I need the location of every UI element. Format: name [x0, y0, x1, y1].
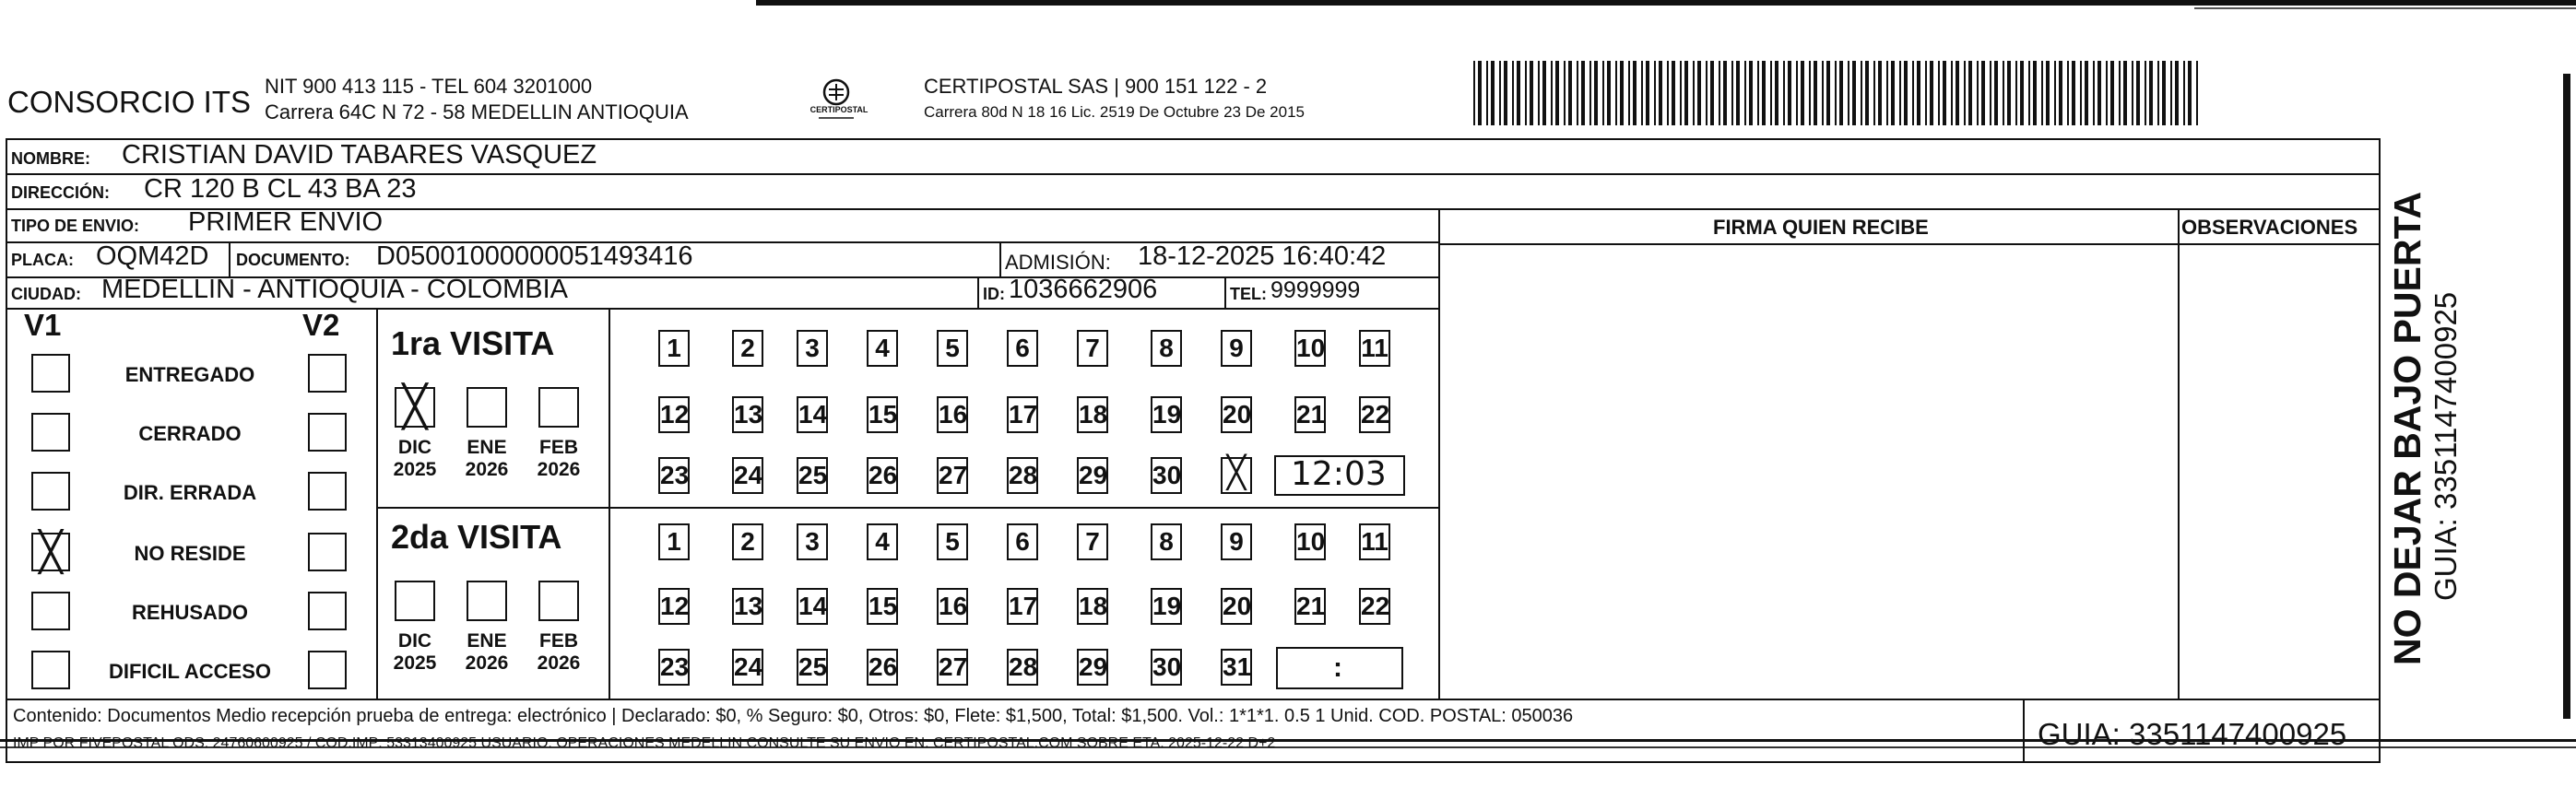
barcode-bar [1646, 61, 1649, 125]
col-line [2023, 700, 2025, 761]
day-box[interactable]: 20 [1221, 588, 1252, 625]
barcode-bar [2046, 61, 2050, 125]
admision-value: 18-12-2025 16:40:42 [1138, 241, 1387, 271]
barcode-bar [2072, 61, 2075, 125]
barcode-bar [1710, 61, 1714, 125]
barcode-bar [1607, 61, 1611, 125]
barcode-bar [1551, 61, 1553, 125]
tipo-envio-value: PRIMER ENVIO [188, 207, 384, 237]
month-label: ENE 2026 [465, 630, 509, 674]
side-warning: NO DEJAR BAJO PUERTA [2386, 191, 2428, 665]
barcode-bar [1873, 61, 1875, 125]
day-box[interactable]: 7 [1077, 330, 1108, 367]
day-box[interactable]: 27 [937, 457, 968, 494]
barcode-bar [1749, 61, 1753, 125]
barcode-bar [1594, 61, 1598, 125]
v2-header: V2 [302, 308, 340, 342]
day-box[interactable]: 2 [732, 330, 763, 367]
barcode-bar [1615, 61, 1617, 125]
row-line [376, 507, 1438, 509]
admision-label: ADMISIÓN: [1005, 251, 1111, 274]
direccion-value: CR 120 B CL 43 BA 23 [144, 174, 417, 204]
logo-caption: CERTIPOSTAL [809, 105, 869, 114]
day-box[interactable]: 22 [1359, 396, 1390, 433]
day-box[interactable]: 26 [867, 649, 898, 686]
month-checkbox[interactable] [538, 581, 579, 621]
id-label: ID: [983, 285, 1005, 303]
status-v2-checkbox[interactable] [308, 533, 347, 571]
day-box[interactable]: 14 [797, 396, 828, 433]
day-box[interactable]: 13 [732, 588, 763, 625]
carrier-address: Carrera 80d N 18 16 Lic. 2519 De Octubre 23 De 2015 [924, 103, 1305, 121]
month-checkbox[interactable] [467, 387, 507, 428]
day-box[interactable]: 9 [1221, 523, 1252, 560]
ciudad-value: MEDELLIN - ANTIOQUIA - COLOMBIA [101, 275, 568, 304]
day-box[interactable]: 30 [1151, 457, 1182, 494]
barcode-bar [1499, 61, 1501, 125]
barcode-bar [1762, 61, 1766, 125]
barcode-bar [1654, 61, 1656, 125]
barcode-bar [1680, 61, 1682, 125]
day-box[interactable]: 17 [1007, 588, 1038, 625]
barcode-bar [2059, 61, 2062, 125]
col-line [2178, 208, 2180, 700]
firma-header: FIRMA QUIEN RECIBE [1713, 216, 1929, 239]
barcode-bar [1809, 61, 1811, 125]
barcode-bar [1956, 61, 1959, 125]
day-box[interactable]: 29 [1077, 649, 1108, 686]
col-line [1224, 276, 1226, 308]
footer-print-line: IMP POR FIVEPOSTAL ODS: 24760600925 / COD.IMP: 53313400925 USUARIO: OPERACIONES MEDELLIN CONSULTE SU ENVIO EN: CERTIPOSTAL.COM SOBRE ETA: 2025-12-22 D+2 [13, 735, 1276, 751]
barcode-bar [2020, 61, 2024, 125]
status-v1-checkbox[interactable] [31, 472, 70, 511]
barcode-bar [1788, 61, 1791, 125]
company-name: CONSORCIO ITS [7, 85, 252, 119]
footer-guia: GUIA: 3351147400925 [2038, 717, 2347, 751]
barcode-bar [1835, 61, 1837, 125]
barcode-bar [2149, 61, 2153, 125]
month-label: FEB 2026 [537, 630, 581, 674]
id-value: 1036662906 [1009, 275, 1158, 304]
status-label: CERRADO [138, 422, 242, 445]
status-label: REHUSADO [132, 601, 248, 624]
barcode-bar [1904, 61, 1908, 125]
barcode-bar [2054, 61, 2056, 125]
barcode-bar [1964, 61, 1966, 125]
barcode-bar [1672, 61, 1675, 125]
barcode-bar [2110, 61, 2114, 125]
day-box[interactable]: 21 [1294, 396, 1326, 433]
barcode-bar [2132, 61, 2133, 125]
day-box[interactable]: 15 [867, 396, 898, 433]
barcode-bar [2123, 61, 2127, 125]
barcode-bar [2157, 61, 2159, 125]
tel-label: TEL: [1230, 285, 1267, 303]
barcode-bar [2106, 61, 2108, 125]
barcode-bar [2175, 61, 2179, 125]
company-nit: NIT 900 413 115 - TEL 604 3201000 [265, 75, 593, 98]
day-box[interactable]: 25 [797, 457, 828, 494]
barcode-bar [1697, 61, 1701, 125]
month-label: DIC 2025 [393, 630, 437, 674]
barcode-bar [1865, 61, 1869, 125]
barcode-bar [1968, 61, 1972, 125]
day-box[interactable]: 4 [867, 523, 898, 560]
day-box[interactable]: 5 [937, 330, 968, 367]
barcode-bar [1990, 61, 1991, 125]
barcode-bar [1775, 61, 1778, 125]
carrier-info [924, 74, 1305, 125]
status-v1-checkbox[interactable] [31, 592, 70, 630]
barcode [1473, 61, 2200, 125]
top-border-line-thin [2194, 7, 2576, 9]
barcode-bar [1478, 61, 1482, 125]
documento-label: DOCUMENTO: [236, 251, 350, 269]
barcode-bar [1525, 61, 1527, 125]
barcode-bar [1581, 61, 1585, 125]
company-address: Carrera 64C N 72 - 58 MEDELLIN ANTIOQUIA [265, 100, 689, 123]
day-box[interactable]: 19 [1151, 396, 1182, 433]
side-guia: GUIA: 3351147400925 [2428, 291, 2463, 601]
barcode-bar [1814, 61, 1817, 125]
second-visit-time-box[interactable] [1276, 647, 1403, 689]
status-label: NO RESIDE [134, 542, 246, 565]
month-label: FEB 2026 [537, 437, 581, 480]
barcode-bar [1826, 61, 1830, 125]
day-box[interactable]: 1 [658, 330, 690, 367]
barcode-bar [2003, 61, 2004, 125]
footer-content-line: Contenido: Documentos Medio recepción prueba de entrega: electrónico | Declarado: $0, % Seguro: $0, Otros: $0, Flete: $1,500, Total: $1,500. Vol.: 1*1*1. 0.5 1 Unid. COD. POSTAL: 050036 [13, 706, 1574, 726]
barcode-bar [1512, 61, 1514, 125]
barcode-bar [1943, 61, 1946, 125]
barcode-bar [1861, 61, 1862, 125]
x-mark-icon: ╳ [402, 384, 428, 429]
barcode-bar [1796, 61, 1798, 125]
day-box[interactable]: 8 [1151, 523, 1182, 560]
barcode-bar [1538, 61, 1540, 125]
barcode-bar [1719, 61, 1720, 125]
barcode-bar [1981, 61, 1985, 125]
status-label: DIFICIL ACCESO [108, 660, 271, 683]
day-box[interactable]: 12 [658, 588, 690, 625]
barcode-bar [1564, 61, 1566, 125]
barcode-bar [2188, 61, 2192, 125]
day-box[interactable]: 14 [797, 588, 828, 625]
day-box[interactable]: 30 [1151, 649, 1182, 686]
day-box[interactable]: 17 [1007, 396, 1038, 433]
month-checkbox[interactable] [395, 581, 435, 621]
day-box[interactable]: 16 [937, 396, 968, 433]
nombre-label: NOMBRE: [11, 149, 90, 168]
day-box[interactable]: 3 [797, 330, 828, 367]
barcode-bar [1555, 61, 1559, 125]
barcode-bar [1917, 61, 1920, 125]
status-v2-checkbox[interactable] [308, 413, 347, 452]
day-box[interactable]: 11 [1359, 523, 1390, 560]
barcode-bar [1852, 61, 1856, 125]
barcode-bar [1504, 61, 1507, 125]
col-line [999, 241, 1001, 276]
tipo-envio-label: TIPO DE ENVIO: [11, 217, 140, 235]
day-box[interactable]: 16 [937, 588, 968, 625]
barcode-bar [2015, 61, 2017, 125]
day-box[interactable]: 28 [1007, 649, 1038, 686]
x-mark-icon: ╳ [1226, 455, 1247, 490]
certipostal-logo-icon [809, 72, 863, 125]
day-box[interactable]: 20 [1221, 396, 1252, 433]
day-box[interactable]: 2 [732, 523, 763, 560]
status-v2-checkbox[interactable] [308, 651, 347, 689]
status-label: DIR. ERRADA [123, 481, 257, 504]
month-checkbox[interactable] [467, 581, 507, 621]
day-box[interactable]: 19 [1151, 588, 1182, 625]
placa-label: PLACA: [11, 251, 74, 269]
barcode-bar [1891, 61, 1895, 125]
barcode-bar [1886, 61, 1888, 125]
barcode-bar [1542, 61, 1546, 125]
col-line [376, 308, 378, 700]
barcode-bar [2145, 61, 2146, 125]
day-box[interactable]: 7 [1077, 523, 1108, 560]
barcode-bar [1620, 61, 1624, 125]
barcode-bar [1744, 61, 1746, 125]
barcode-bar [2007, 61, 2011, 125]
barcode-bar [2170, 61, 2172, 125]
barcode-bar [1930, 61, 1933, 125]
row-line [7, 308, 1438, 310]
barcode-bar [1706, 61, 1707, 125]
barcode-bar [2080, 61, 2082, 125]
day-box[interactable]: 6 [1007, 330, 1038, 367]
row-line [1438, 243, 2379, 245]
barcode-bar [2093, 61, 2095, 125]
company-info [265, 74, 689, 125]
barcode-bar [1839, 61, 1843, 125]
status-v2-checkbox[interactable] [308, 354, 347, 393]
barcode-bar [1848, 61, 1849, 125]
right-edge-bar [2563, 74, 2570, 719]
barcode-bar [1736, 61, 1740, 125]
col-line [1438, 208, 1440, 700]
barcode-bar [2085, 61, 2088, 125]
barcode-bar [2067, 61, 2069, 125]
day-box[interactable]: 27 [937, 649, 968, 686]
barcode-bar [1473, 61, 1475, 125]
month-label: DIC 2025 [393, 437, 437, 480]
barcode-bar [1589, 61, 1591, 125]
status-v1-checkbox[interactable] [31, 413, 70, 452]
barcode-bar [1641, 61, 1643, 125]
second-visit-time: : [1333, 652, 1342, 683]
barcode-bar [2196, 61, 2198, 125]
col-line [229, 241, 230, 276]
observaciones-header: OBSERVACIONES [2181, 216, 2358, 239]
barcode-bar [1684, 61, 1688, 125]
x-mark-icon: ╳ [39, 530, 63, 573]
day-box[interactable]: 31 [1221, 649, 1252, 686]
day-box[interactable]: 28 [1007, 457, 1038, 494]
day-box[interactable]: 18 [1077, 396, 1108, 433]
direccion-label: DIRECCIÓN: [11, 183, 110, 202]
day-box[interactable]: 13 [732, 396, 763, 433]
barcode-bar [1486, 61, 1488, 125]
status-v2-checkbox[interactable] [308, 472, 347, 511]
day-box[interactable]: 10 [1294, 330, 1326, 367]
status-label: ENTREGADO [124, 363, 255, 386]
barcode-bar [1659, 61, 1662, 125]
day-box[interactable]: 24 [732, 649, 763, 686]
day-box[interactable]: 11 [1359, 330, 1390, 367]
carrier-name: CERTIPOSTAL SAS | 900 151 122 - 2 [924, 75, 1268, 98]
v1-header: V1 [24, 308, 62, 342]
day-box[interactable]: 25 [797, 649, 828, 686]
barcode-bar [1938, 61, 1940, 125]
barcode-bar [1757, 61, 1759, 125]
day-box[interactable]: 10 [1294, 523, 1326, 560]
barcode-bar [1912, 61, 1914, 125]
ciudad-label: CIUDAD: [11, 285, 81, 303]
barcode-bar [2119, 61, 2121, 125]
month-checkbox[interactable] [538, 387, 579, 428]
day-box[interactable]: 26 [867, 457, 898, 494]
first-visit-title: 1ra VISITA [391, 324, 555, 362]
barcode-bar [1770, 61, 1772, 125]
barcode-bar [1731, 61, 1733, 125]
day-box[interactable]: 23 [658, 457, 690, 494]
barcode-bar [1951, 61, 1953, 125]
second-visit-title: 2da VISITA [391, 518, 562, 556]
day-box[interactable]: 3 [797, 523, 828, 560]
tel-value: 9999999 [1270, 277, 1361, 303]
first-visit-time: 12:03 [1291, 455, 1387, 493]
barcode-bar [1577, 61, 1578, 125]
day-box[interactable]: 24 [732, 457, 763, 494]
barcode-bar [2041, 61, 2043, 125]
col-line [609, 308, 610, 700]
barcode-bar [2136, 61, 2140, 125]
barcode-bar [2162, 61, 2166, 125]
barcode-bar [1801, 61, 1804, 125]
top-border-line [756, 0, 2576, 6]
barcode-bar [2028, 61, 2030, 125]
day-box[interactable]: 22 [1359, 588, 1390, 625]
barcode-bar [1517, 61, 1520, 125]
first-visit-time-box[interactable] [1274, 455, 1405, 496]
barcode-bar [1530, 61, 1533, 125]
barcode-bar [1667, 61, 1669, 125]
status-v1-checkbox[interactable] [31, 354, 70, 393]
month-label: ENE 2026 [465, 437, 509, 480]
documento-value: D05001000000051493416 [376, 241, 693, 271]
day-box[interactable]: 4 [867, 330, 898, 367]
barcode-bar [2097, 61, 2101, 125]
barcode-bar [1693, 61, 1695, 125]
nombre-value: CRISTIAN DAVID TABARES VASQUEZ [122, 140, 597, 170]
barcode-bar [1723, 61, 1727, 125]
barcode-bar [1994, 61, 1998, 125]
day-box[interactable]: 5 [937, 523, 968, 560]
barcode-bar [1491, 61, 1495, 125]
barcode-bar [1628, 61, 1630, 125]
day-box[interactable]: 23 [658, 649, 690, 686]
status-v1-checkbox[interactable] [31, 651, 70, 689]
placa-value: OQM42D [96, 241, 209, 271]
day-box[interactable]: 15 [867, 588, 898, 625]
barcode-bar [2033, 61, 2037, 125]
status-v2-checkbox[interactable] [308, 592, 347, 630]
barcode-bar [1925, 61, 1927, 125]
barcode-bar [1633, 61, 1637, 125]
barcode-bar [1568, 61, 1572, 125]
barcode-bar [2183, 61, 2185, 125]
day-box[interactable]: 1 [658, 523, 690, 560]
day-box[interactable]: 18 [1077, 588, 1108, 625]
day-box[interactable]: 12 [658, 396, 690, 433]
col-line [2379, 140, 2381, 700]
day-box[interactable]: 21 [1294, 588, 1326, 625]
day-box[interactable]: 8 [1151, 330, 1182, 367]
col-line [977, 276, 979, 308]
day-box[interactable]: 29 [1077, 457, 1108, 494]
barcode-bar [1977, 61, 1979, 125]
barcode-bar [1822, 61, 1824, 125]
barcode-bar [1783, 61, 1785, 125]
barcode-bar [1602, 61, 1604, 125]
barcode-bar [1899, 61, 1901, 125]
barcode-bar [1878, 61, 1882, 125]
day-box[interactable]: 6 [1007, 523, 1038, 560]
day-box[interactable]: 9 [1221, 330, 1252, 367]
